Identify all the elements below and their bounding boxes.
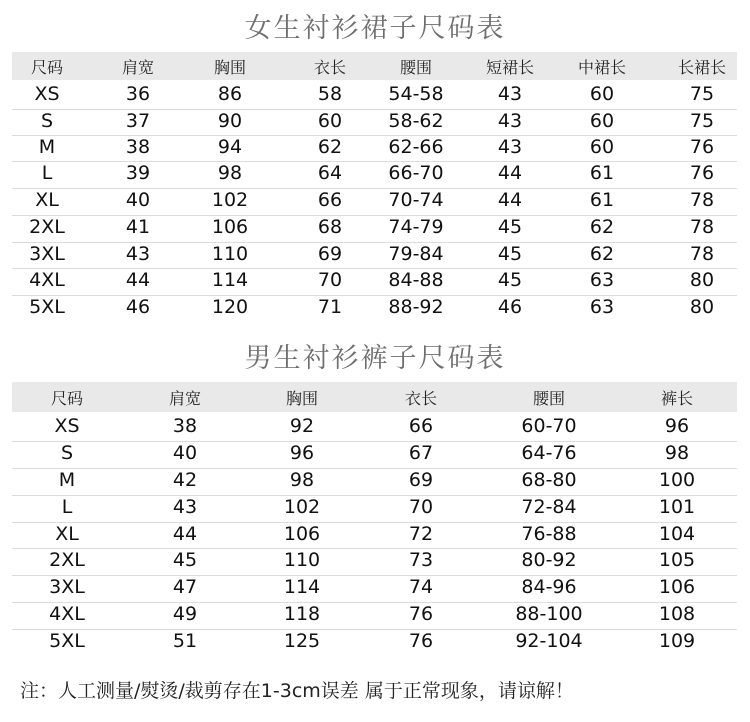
women-table-cell: 5XL [29, 296, 65, 318]
men-header-cell: 衣长 [404, 389, 438, 408]
men-table-cell: 68-80 [521, 469, 577, 491]
men-header-cell: 尺码 [50, 389, 84, 408]
women-table-cell: 84-88 [388, 269, 444, 291]
women-table-cell: 60 [317, 110, 343, 132]
men-table-cell: 106 [283, 523, 321, 545]
row-divider [12, 109, 737, 110]
men-table-cell: 70 [408, 496, 434, 518]
women-table-cell: 36 [125, 83, 151, 105]
men-table-cell: 118 [283, 603, 321, 625]
row-divider [12, 215, 737, 216]
women-table-cell: 37 [125, 110, 151, 132]
men-table-cell: 110 [283, 549, 321, 571]
men-table-cell: 80-92 [521, 549, 577, 571]
men-table-cell: 66 [408, 415, 434, 437]
women-table-cell: 78 [689, 243, 715, 265]
women-table-title: 女生衬衫裙子尺码表 [244, 13, 506, 44]
women-table-cell: 41 [125, 216, 151, 238]
men-table-cell: 40 [172, 442, 198, 464]
men-table-cell: 47 [172, 576, 198, 598]
women-table-cell: 43 [497, 136, 523, 158]
men-table-cell: 92 [289, 415, 315, 437]
row-divider [12, 575, 737, 576]
women-table-cell: 60 [589, 110, 615, 132]
women-table-cell: 43 [497, 83, 523, 105]
women-table-cell: 75 [689, 83, 715, 105]
women-header-cell: 中裙长 [577, 58, 627, 77]
men-table-cell: 102 [283, 496, 321, 518]
men-table-cell: 105 [658, 549, 696, 571]
women-table-cell: 39 [125, 162, 151, 184]
women-table-cell: 79-84 [388, 243, 444, 265]
women-table-cell: 78 [689, 189, 715, 211]
men-table-cell: 67 [408, 442, 434, 464]
row-divider [12, 495, 737, 496]
women-table-cell: 66 [317, 189, 343, 211]
men-table-cell: 4XL [49, 603, 85, 625]
women-header-cell: 长裙长 [677, 58, 727, 77]
men-table-cell: S [60, 442, 74, 464]
men-table-cell: L [61, 496, 73, 518]
row-divider [12, 629, 737, 630]
women-table-cell: M [38, 136, 56, 158]
women-table-cell: 88-92 [388, 296, 444, 318]
women-header-row [12, 52, 737, 80]
women-table-cell: 62 [589, 243, 615, 265]
men-table-cell: 92-104 [515, 630, 583, 652]
women-table-cell: 46 [497, 296, 523, 318]
women-table-cell: 58 [317, 83, 343, 105]
women-table-cell: 64 [317, 162, 343, 184]
row-divider [12, 441, 737, 442]
women-table-cell: 114 [211, 269, 249, 291]
women-table-cell: 3XL [29, 243, 65, 265]
men-table-cell: 38 [172, 415, 198, 437]
men-table-cell: XL [55, 523, 79, 545]
men-table-cell: 3XL [49, 576, 85, 598]
women-table-cell: 71 [317, 296, 343, 318]
men-table-cell: 44 [172, 523, 198, 545]
men-table-title: 男生衬衫裤子尺码表 [244, 343, 506, 374]
row-divider [12, 268, 737, 269]
men-table-cell: 43 [172, 496, 198, 518]
women-table-cell: 78 [689, 216, 715, 238]
women-table-cell: XS [34, 83, 60, 105]
men-header-cell: 腰围 [532, 389, 566, 408]
men-header-cell: 肩宽 [168, 389, 202, 408]
women-table-cell: 76 [689, 162, 715, 184]
row-divider [12, 522, 737, 523]
men-table-cell: 73 [408, 549, 434, 571]
men-table-cell: 42 [172, 469, 198, 491]
women-table-cell: 61 [589, 162, 615, 184]
women-table-cell: 74-79 [388, 216, 444, 238]
women-table-cell: 90 [217, 110, 243, 132]
women-table-cell: 45 [497, 243, 523, 265]
women-table-cell: 43 [497, 110, 523, 132]
women-table-cell: 60 [589, 83, 615, 105]
women-header-cell: 短裙长 [485, 58, 535, 77]
women-table-cell: 70 [317, 269, 343, 291]
men-table-cell: 98 [289, 469, 315, 491]
women-header-cell: 尺码 [30, 58, 64, 77]
men-table-cell: 101 [658, 496, 696, 518]
men-table-cell: 96 [289, 442, 315, 464]
men-table-cell: M [58, 469, 76, 491]
women-table-cell: 62 [317, 136, 343, 158]
men-table-cell: 49 [172, 603, 198, 625]
women-table-cell: 46 [125, 296, 151, 318]
women-table-cell: 75 [689, 110, 715, 132]
men-table-cell: 74 [408, 576, 434, 598]
women-table-cell: 98 [217, 162, 243, 184]
men-table-cell: 96 [664, 415, 690, 437]
women-table-cell: 68 [317, 216, 343, 238]
row-divider [12, 242, 737, 243]
women-table-cell: XL [35, 189, 59, 211]
women-header-cell: 衣长 [313, 58, 347, 77]
women-table-cell: 43 [125, 243, 151, 265]
women-table-cell: 106 [211, 216, 249, 238]
women-table-cell: 69 [317, 243, 343, 265]
women-table-cell: 66-70 [388, 162, 444, 184]
men-table-cell: 109 [658, 630, 696, 652]
row-divider [12, 295, 737, 296]
women-table-cell: 86 [217, 83, 243, 105]
men-table-cell: 100 [658, 469, 696, 491]
row-divider [12, 602, 737, 603]
women-table-cell: 44 [125, 269, 151, 291]
men-table-cell: 125 [283, 630, 321, 652]
men-table-cell: 76 [408, 630, 434, 652]
women-table-cell: 4XL [29, 269, 65, 291]
men-table-cell: 2XL [49, 549, 85, 571]
women-table-cell: 110 [211, 243, 249, 265]
row-divider [12, 188, 737, 189]
women-header-cell: 肩宽 [121, 58, 155, 77]
women-table-cell: 2XL [29, 216, 65, 238]
women-table-cell: 61 [589, 189, 615, 211]
men-table-cell: 64-76 [521, 442, 577, 464]
men-table-cell: 84-96 [521, 576, 577, 598]
men-table-cell: 72-84 [521, 496, 577, 518]
women-table-cell: 44 [497, 162, 523, 184]
men-table-cell: 114 [283, 576, 321, 598]
women-table-cell: S [40, 110, 54, 132]
women-table-cell: 102 [211, 189, 249, 211]
men-table-cell: 76 [408, 603, 434, 625]
women-table-cell: 80 [689, 296, 715, 318]
women-table-cell: 54-58 [388, 83, 444, 105]
men-table-cell: 98 [664, 442, 690, 464]
men-table-cell: 106 [658, 576, 696, 598]
women-table-cell: 80 [689, 269, 715, 291]
men-table-cell: 60-70 [521, 415, 577, 437]
men-table-cell: 88-100 [515, 603, 583, 625]
women-header-cell: 胸围 [213, 58, 247, 77]
women-table-cell: 70-74 [388, 189, 444, 211]
row-divider [12, 161, 737, 162]
women-table-cell: L [41, 162, 53, 184]
men-table-cell: 108 [658, 603, 696, 625]
women-table-cell: 62-66 [388, 136, 444, 158]
women-table-cell: 38 [125, 136, 151, 158]
men-table-cell: 5XL [49, 630, 85, 652]
men-table-cell: 69 [408, 469, 434, 491]
men-table-cell: 72 [408, 523, 434, 545]
women-table-cell: 40 [125, 189, 151, 211]
men-table-cell: 104 [658, 523, 696, 545]
women-table-cell: 60 [589, 136, 615, 158]
women-table-cell: 45 [497, 269, 523, 291]
women-table-cell: 76 [689, 136, 715, 158]
women-table-cell: 120 [211, 296, 249, 318]
women-header-cell: 腰围 [399, 58, 433, 77]
men-table-cell: XS [54, 415, 80, 437]
men-table-cell: 45 [172, 549, 198, 571]
measurement-note: 注：人工测量/熨烫/裁剪存在1-3cm误差 属于正常现象，请谅解！ [20, 680, 574, 702]
women-table-cell: 44 [497, 189, 523, 211]
row-divider [12, 135, 737, 136]
women-table-cell: 63 [589, 269, 615, 291]
men-table-cell: 76-88 [521, 523, 577, 545]
women-table-cell: 62 [589, 216, 615, 238]
men-table-cell: 51 [172, 630, 198, 652]
row-divider [12, 468, 737, 469]
men-header-cell: 裤长 [660, 389, 694, 408]
women-table-cell: 94 [217, 136, 243, 158]
women-table-cell: 45 [497, 216, 523, 238]
men-header-row [12, 382, 737, 412]
men-header-cell: 胸围 [285, 389, 319, 408]
women-table-cell: 63 [589, 296, 615, 318]
women-table-cell: 58-62 [388, 110, 444, 132]
row-divider [12, 548, 737, 549]
